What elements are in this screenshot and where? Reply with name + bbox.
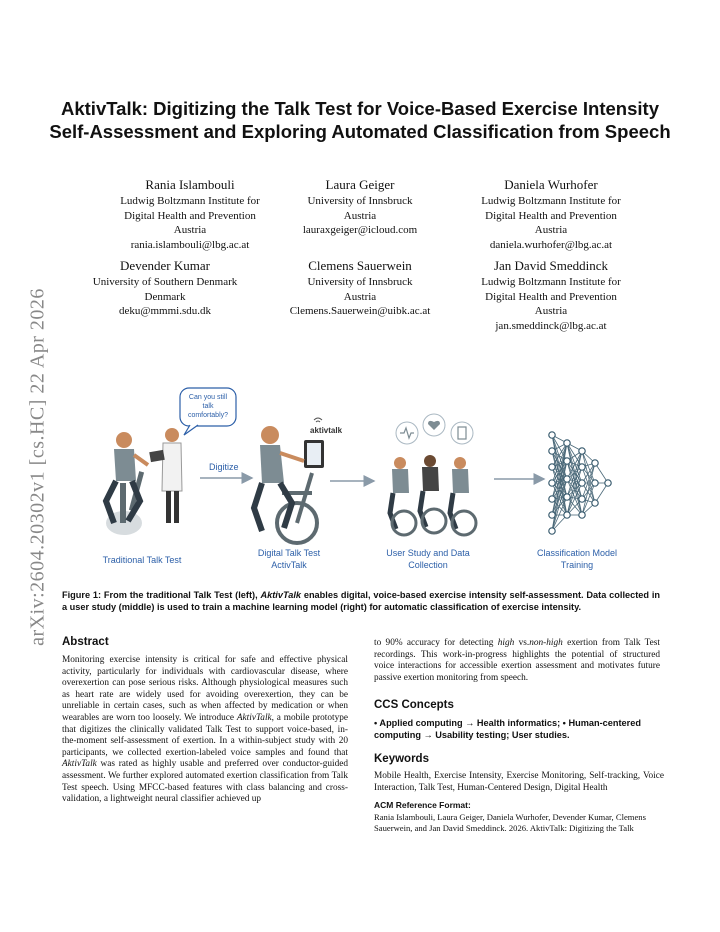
author-email[interactable]: rania.islambouli@lbg.ac.at	[130, 238, 250, 251]
author-email[interactable]: daniela.wurhofer@lbg.ac.at	[489, 238, 613, 251]
arxiv-sidebar	[18, 262, 58, 672]
author-name: Rania Islambouli	[145, 177, 235, 192]
keywords-heading: Keywords	[374, 753, 429, 765]
abstract-italic: non-high	[529, 638, 563, 648]
author-name: Daniela Wurhofer	[504, 177, 598, 192]
author-3	[446, 176, 656, 252]
author-affiliation: Ludwig Boltzmann Institute for	[481, 195, 621, 207]
author-affiliation: Ludwig Boltzmann Institute for	[120, 195, 260, 207]
acm-ref-text: Rania Islambouli, Laura Geiger, Daniela Wurhofer, Devender Kumar, Clemens Sauerwein, and Jan David Smeddinck. 2026. AktivTalk: Digitizing the Talk	[374, 812, 646, 833]
author-name: Jan David Smeddinck	[493, 258, 609, 273]
user-study-illustration	[390, 414, 476, 535]
label-study-2: Collection	[408, 560, 448, 570]
speech-bubble	[180, 388, 236, 435]
abstract-italic: high	[497, 638, 515, 648]
ccs-heading: CCS Concepts	[374, 699, 454, 711]
abstract-text: to 90% accuracy for detecting	[374, 638, 498, 648]
author-country: Austria	[534, 305, 568, 317]
author-affiliation: University of Innsbruck	[307, 276, 413, 288]
abstract-name: AktivTalk	[62, 759, 97, 770]
acm-ref-heading: ACM Reference Format:	[374, 800, 471, 810]
label-digital-1: Digital Talk Test	[257, 548, 321, 558]
author-country: Austria	[343, 209, 377, 222]
author-5	[255, 257, 465, 319]
author-country: Denmark	[144, 290, 186, 303]
aktivtalk-logo: aktivtalk	[310, 426, 343, 435]
author-affiliation: Digital Health and Prevention	[124, 209, 256, 222]
traditional-test-illustration	[106, 428, 182, 535]
abstract-col-1	[62, 655, 348, 806]
caption-name: AktivTalk	[260, 590, 301, 600]
author-country: Austria	[343, 290, 377, 303]
abstract-col-2	[374, 638, 660, 684]
digital-test-illustration	[254, 418, 343, 543]
bubble-line-1: Can you still	[188, 394, 228, 401]
abstract-text: vs.	[514, 638, 530, 648]
paper-title: AktivTalk: Digitizing the Talk Test for Voice-Based Exercise Intensity Self-Assessment and Exploring Automated Classification from Speech	[49, 98, 671, 142]
author-2	[255, 176, 465, 238]
author-email[interactable]: deku@mmmi.sdu.dk	[118, 305, 212, 317]
abstract-text: , a mobile prototype that digitizes the clinically validated Talk Test to support voice-based, in-the-moment self-assessment of exertion. In a within-subject study with 20 participants, we collected exertion-labeled voice samples and found that	[62, 712, 348, 758]
author-affiliation: Digital Health and Prevention	[485, 209, 617, 222]
bubble-line-3: comfortably?	[187, 412, 229, 419]
author-name: Clemens Sauerwein	[308, 258, 412, 273]
author-email[interactable]: jan.smeddinck@lbg.ac.at	[495, 319, 607, 332]
abstract-heading: Abstract	[62, 636, 109, 648]
label-traditional: Traditional Talk Test	[102, 555, 182, 565]
arxiv-id: arXiv:2604.20302v1 [cs.HC] 22 Apr 2026	[26, 288, 49, 646]
label-digital-2: ActivTalk	[271, 560, 307, 570]
author-affiliation: University of Innsbruck	[307, 195, 413, 207]
bubble-line-2: talk	[202, 403, 214, 410]
author-affiliation: Digital Health and Prevention	[485, 290, 617, 303]
author-email[interactable]: Clemens.Sauerwein@uibk.ac.at	[289, 305, 431, 317]
figure-caption	[62, 590, 660, 613]
author-email[interactable]: lauraxgeiger@icloud.com	[302, 224, 418, 236]
caption-prefix: Figure 1: From the traditional Talk Test (left),	[62, 590, 261, 600]
author-6	[446, 257, 656, 333]
abstract-text: Monitoring exercise intensity is critical for safe and effective physical activity, particularly for individuals with cardiovascular disease, where overexertion can pose serious risks. Although physiological measures such as heart rate are widely used for avoiding overexertion, they can be unreliable in certain cases, such as when affected by medication or when wearables are worn too loosely. We introduce	[62, 655, 348, 723]
clipboard-icon	[451, 422, 473, 444]
abstract-text: was rated as highly usable and preferred over conductor-guided assessment. We further explored automated exertion classification from Talk Test speech. Using MFCC-based features with class balancing and cross-validation, a lightweight neural classifier achieved up	[62, 759, 348, 805]
author-affiliation: University of Southern Denmark	[92, 276, 238, 288]
abstract-name: AktivTalk	[236, 712, 272, 723]
author-country: Austria	[173, 224, 207, 236]
digitize-label: Digitize	[209, 462, 239, 472]
label-study-1: User Study and Data	[386, 548, 470, 558]
neural-network-icon	[549, 432, 611, 534]
author-name: Laura Geiger	[325, 177, 395, 192]
author-country: Austria	[534, 224, 568, 236]
label-model-1: Classification Model	[536, 548, 618, 558]
wifi-icon	[314, 418, 322, 422]
abstract-text: exertion from Talk Test recordings. This work-in-progress highlights the potential of structured voice interactions for accessible exertion assessment and motivates future passive exertion monitoring from speech.	[374, 638, 660, 683]
ccs-text: • Applied computing → Health informatics; • Human-centered computing → Usability testing; User studies.	[374, 718, 641, 740]
keywords-text: Mobile Health, Exercise Intensity, Exercise Monitoring, Self-tracking, Voice Interaction, Talk Test, Human-Centered Design, Digital Health	[374, 771, 664, 793]
author-affiliation: Ludwig Boltzmann Institute for	[481, 276, 621, 288]
label-model-2: Training	[560, 560, 594, 570]
author-name: Devender Kumar	[120, 258, 210, 273]
teaser-figure	[62, 383, 662, 578]
caption-rest: enables digital, voice-based exercise intensity self-assessment. Data collected in a user study (middle) is used to train a machine learning model (right) for automatic classification of exercise intensity.	[62, 590, 661, 612]
author-4	[60, 257, 270, 319]
